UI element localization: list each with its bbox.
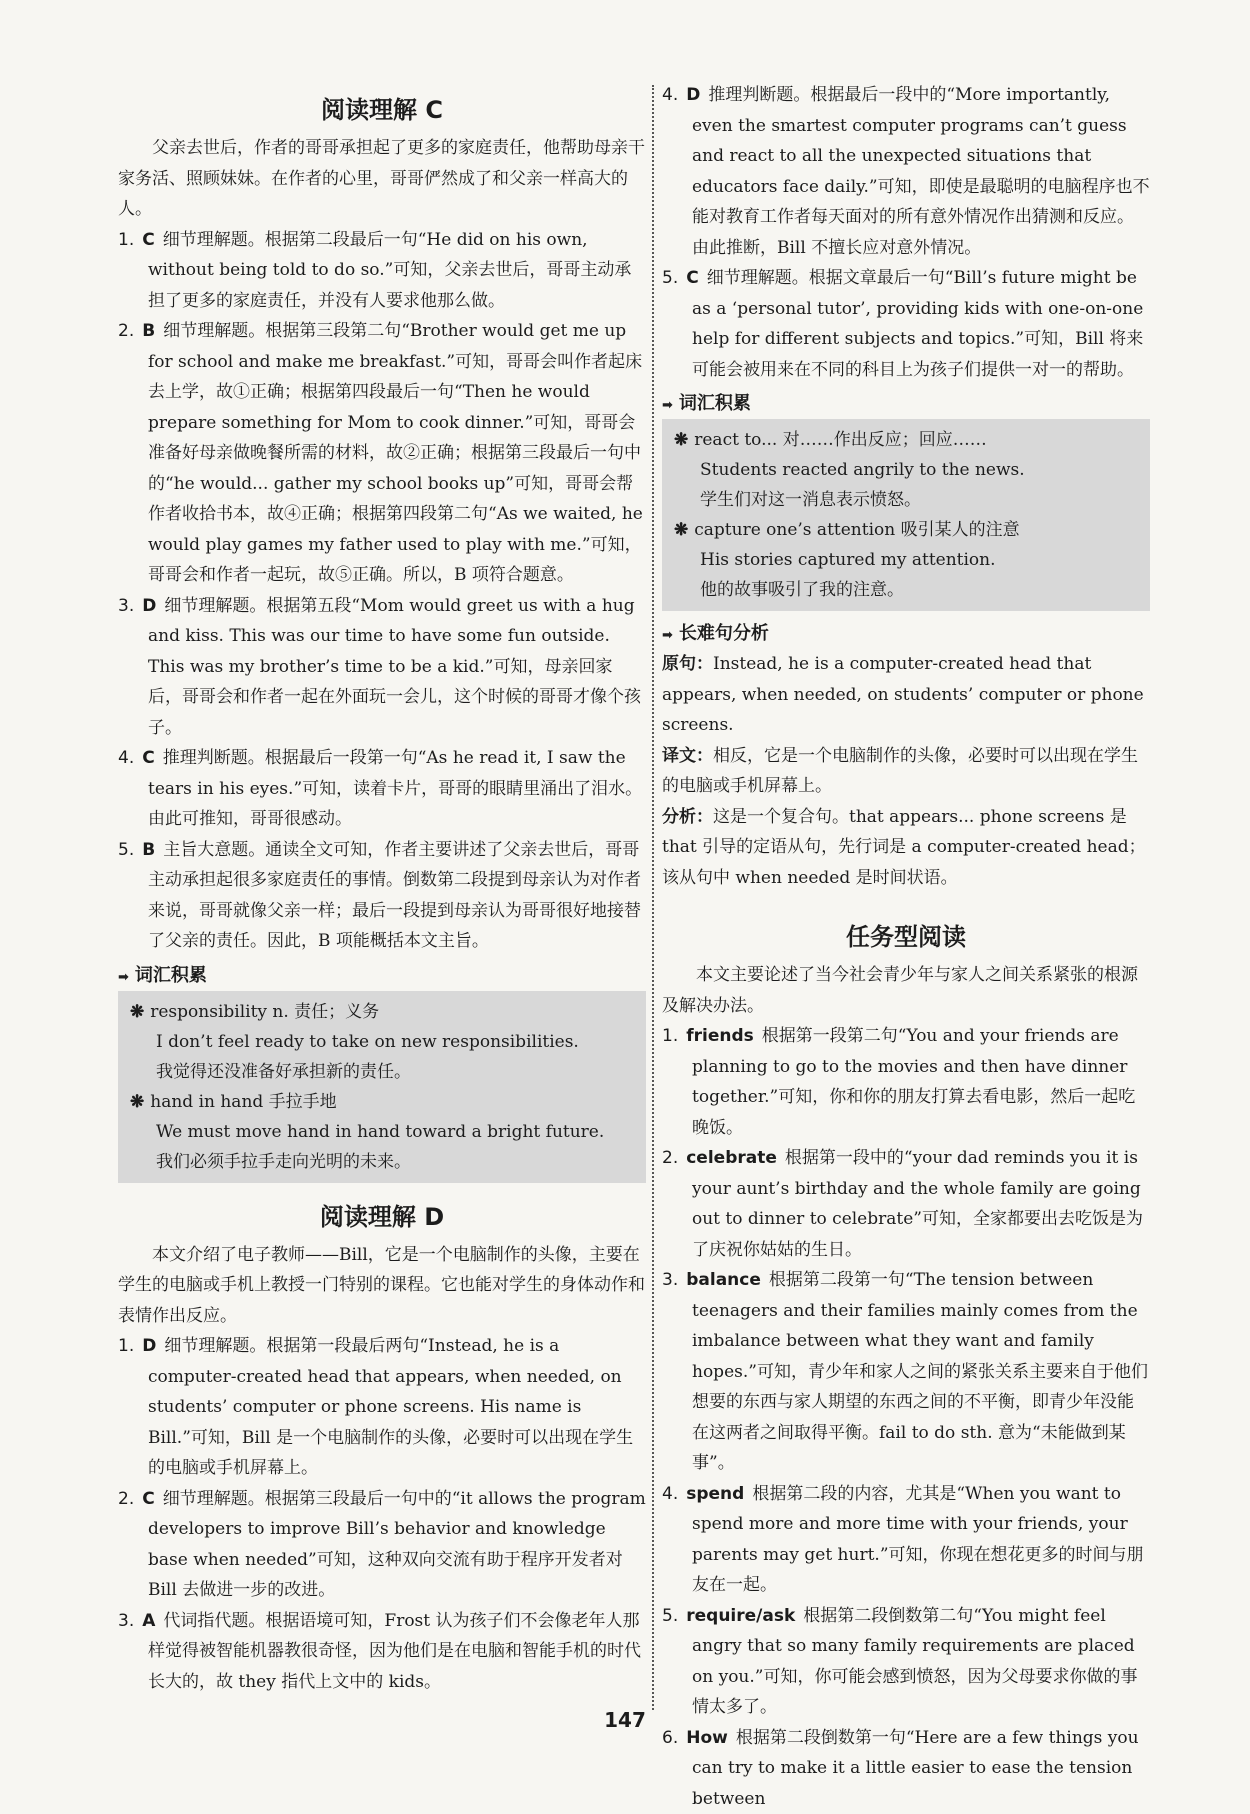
vocab-example-zh: 学生们对这一消息表示愤怒。 [674,485,1138,515]
vocab-term-line [130,1087,634,1117]
item-explanation: 根据第一段中的“your dad reminds you it is your aunt’s birthday and the whole family are going out to dinner to celebrate”可知，全家都要出去吃饭是为了庆祝你姑姑的生日。 [692,1148,1143,1260]
asterisk-icon: ❋ [130,1092,144,1112]
vocab-heading-label: 词汇积累 [679,393,751,414]
vocab-example-en: I don’t feel ready to take on new responsibilities. [130,1027,634,1057]
answer-item [662,263,1150,385]
answer-item [118,835,646,957]
vocab-term: react to... 对……作出反应；回应…… [694,430,986,450]
vocab-term: hand in hand 手拉手地 [150,1092,336,1112]
long-sentence-translation [662,741,1150,802]
asterisk-icon: ❋ [674,520,688,540]
vocab-example-zh: 他的故事吸引了我的注意。 [674,575,1138,605]
item-answer: spend [686,1484,744,1504]
vocab-term: responsibility n. 责任；义务 [150,1002,379,1022]
item-number: 5. [118,840,134,860]
answer-item [662,1265,1150,1479]
arrow-icon: ➡ [662,628,673,643]
section-title-d: 阅读理解 D [118,1197,646,1232]
vocab-example-zh: 我觉得还没准备好承担新的责任。 [130,1057,634,1087]
item-number: 1. [662,1026,678,1046]
vocab-heading-d [662,389,1150,415]
answer-item [118,1484,646,1606]
answer-list-d-right [662,80,1150,385]
item-number: 1. [118,1336,134,1356]
answer-item [662,1021,1150,1143]
analysis-label: 分析： [662,807,713,827]
asterisk-icon: ❋ [130,1002,144,1022]
item-number: 5. [662,1606,678,1626]
vocab-term-line [674,425,1138,455]
long-sentence-original [662,649,1150,741]
summary-d: 本文介绍了电子教师——Bill，它是一个电脑制作的头像，主要在学生的电脑或手机上教授一门特别的课程。它也能对学生的身体动作和表情作出反应。 [118,1240,646,1332]
item-explanation: 细节理解题。根据第一段最后两句“Instead, he is a computer-created head that appears, when needed, on students’ computer or phone screens. His name is Bill.”可知，Bill 是一个电脑制作的头像，必要时可以出现在学生的电脑或手机屏幕上。 [148,1336,633,1478]
item-number: 4. [118,748,134,768]
summary-c: 父亲去世后，作者的哥哥承担起了更多的家庭责任，他帮助母亲干家务活、照顾妹妹。在作者的心里，哥哥俨然成了和父亲一样高大的人。 [118,133,646,225]
item-number: 4. [662,1484,678,1504]
item-answer: celebrate [686,1148,777,1168]
section-title-c: 阅读理解 C [118,90,646,125]
vocab-box-d [662,419,1150,611]
answer-item [118,316,646,591]
column-divider [652,85,654,1710]
analysis-text: 这是一个复合句。that appears... phone screens 是 that 引导的定语从句，先行词是 a computer-created head；该从句中 when needed 是时间状语。 [662,807,1146,888]
answer-list-task [662,1021,1150,1814]
long-sentence-heading [662,619,1150,645]
item-answer: D [142,1336,156,1356]
right-column [662,80,1150,1814]
answer-item [118,225,646,317]
item-explanation: 根据第二段倒数第二句“You might feel angry that so many family requirements are placed on you.”可知，你可能会感到愤怒，因为父母要求你做的事情太多了。 [692,1606,1137,1718]
item-explanation: 代词指代题。根据语境可知，Frost 认为孩子们不会像老年人那样觉得被智能机器教很奇怪，因为他们是在电脑和智能手机的时代长大的，故 they 指代上文中的 kids。 [148,1611,641,1692]
item-answer: D [686,85,700,105]
item-answer: C [142,1489,154,1509]
answer-item [662,1479,1150,1601]
translation-text: 相反，它是一个电脑制作的头像，必要时可以出现在学生的电脑或手机屏幕上。 [662,746,1138,797]
item-explanation: 根据第二段倒数第一句“Here are a few things you can try to make it a little easier to ease the tension between [692,1728,1139,1809]
asterisk-icon: ❋ [674,430,688,450]
left-column [118,80,646,1697]
vocab-entry [130,1087,634,1177]
item-number: 3. [662,1270,678,1290]
item-answer: balance [686,1270,761,1290]
item-explanation: 细节理解题。根据第三段第二句“Brother would get me up for school and make me breakfast.”可知，哥哥会叫作者起床去上学，故①正确；根据第四段最后一句“Then he would prepare something for Mom to cook dinner.”可知，哥哥会准备好母亲做晚餐所需的材料，故②正确；根据第三段最后一句中的“he would... gather my school books up”可知，哥哥会帮作者收拾书本，故④正确；根据第四段第二句“As we waited, he would play games my father used to play with me.”可知，哥哥会和作者一起玩，故⑤正确。所以，B 项符合题意。 [148,321,643,585]
vocab-heading-label: 词汇积累 [135,965,207,986]
answer-list-d-left [118,1331,646,1697]
item-number: 1. [118,230,134,250]
item-number: 6. [662,1728,678,1748]
item-number: 5. [662,268,678,288]
item-number: 2. [118,1489,134,1509]
item-explanation: 根据第二段第一句“The tension between teenagers and their families mainly comes from the imbalance between what they want and family hopes.”可知，青少年和家人之间的紧张关系主要来自于他们想要的东西与家人期望的东西之间的不平衡，即青少年没能在这两者之间取得平衡。fail to do sth. 意为“未能做到某事”。 [692,1270,1148,1473]
answer-item [662,1601,1150,1723]
item-explanation: 细节理解题。根据第三段最后一句中的“it allows the program developers to improve Bill’s behavior and knowledge base when needed”可知，这种双向交流有助于程序开发者对 Bill 去做进一步的改进。 [148,1489,646,1601]
vocab-entry [674,515,1138,605]
item-explanation: 根据第一段第二句“You and your friends are planning to go to the movies and then have dinner together.”可知，你和你的朋友打算去看电影，然后一起吃晚饭。 [692,1026,1135,1138]
long-sentence-analysis [662,802,1150,894]
page-number: 147 [0,1708,1250,1732]
answer-list-c [118,225,646,957]
vocab-term-line [130,997,634,1027]
original-label: 原句： [662,654,713,674]
item-number: 2. [118,321,134,341]
translation-label: 译文： [662,746,713,766]
item-answer: How [686,1728,728,1748]
vocab-heading-c [118,961,646,987]
item-number: 4. [662,85,678,105]
answer-item [662,1723,1150,1814]
answer-item [118,1331,646,1484]
arrow-icon: ➡ [662,398,673,413]
item-answer: require/ask [686,1606,795,1626]
item-number: 3. [118,596,134,616]
vocab-example-zh: 我们必须手拉手走向光明的未来。 [130,1147,634,1177]
original-text: Instead, he is a computer-created head that appears, when needed, on students’ computer or phone screens. [662,654,1144,735]
vocab-box-c [118,991,646,1183]
item-answer: A [142,1611,155,1631]
vocab-term: capture one’s attention 吸引某人的注意 [694,520,1019,540]
item-number: 3. [118,1611,134,1631]
item-explanation: 推理判断题。根据最后一段中的“More importantly, even the smartest computer programs can’t guess and react to all the unexpected situations that educators face daily.”可知，即使是最聪明的电脑程序也不能对教育工作者每天面对的所有意外情况作出猜测和反应。由此推断，Bill 不擅长应对意外情况。 [692,85,1150,258]
vocab-entry [130,997,634,1087]
item-number: 2. [662,1148,678,1168]
item-explanation: 根据第二段的内容，尤其是“When you want to spend more and more time with your friends, your parents may get hurt.”可知，你现在想花更多的时间与朋友在一起。 [692,1484,1144,1596]
vocab-example-en: We must move hand in hand toward a bright future. [130,1117,634,1147]
item-answer: C [686,268,698,288]
answer-item [118,1606,646,1698]
item-explanation: 推理判断题。根据最后一段第一句“As he read it, I saw the tears in his eyes.”可知，读着卡片，哥哥的眼睛里涌出了泪水。由此可推知，哥哥很感动。 [148,748,642,829]
item-answer: B [142,321,155,341]
answer-item [662,80,1150,263]
item-explanation: 细节理解题。根据第二段最后一句“He did on his own, without being told to do so.”可知，父亲去世后，哥哥主动承担了更多的家庭责任，并没有人要求他那么做。 [148,230,631,311]
vocab-term-line [674,515,1138,545]
vocab-example-en: Students reacted angrily to the news. [674,455,1138,485]
item-answer: D [142,596,156,616]
item-explanation: 主旨大意题。通读全文可知，作者主要讲述了父亲去世后，哥哥主动承担起很多家庭责任的事情。倒数第二段提到母亲认为对作者来说，哥哥就像父亲一样；最后一段提到母亲认为哥哥很好地接替了父亲的责任。因此，B 项能概括本文主旨。 [148,840,641,952]
item-answer: friends [686,1026,754,1046]
item-answer: C [142,230,154,250]
summary-task: 本文主要论述了当今社会青少年与家人之间关系紧张的根源及解决办法。 [662,960,1150,1021]
arrow-icon: ➡ [118,970,129,985]
vocab-example-en: His stories captured my attention. [674,545,1138,575]
long-sentence-heading-label: 长难句分析 [679,623,769,644]
answer-item [662,1143,1150,1265]
item-answer: C [142,748,154,768]
item-answer: B [142,840,155,860]
answer-item [118,591,646,744]
item-explanation: 细节理解题。根据第五段“Mom would greet us with a hug and kiss. This was our time to have some fun outside. This was my brother’s time to be a kid.”可知，母亲回家后，哥哥会和作者一起在外面玩一会儿，这个时候的哥哥才像个孩子。 [148,596,641,738]
vocab-entry [674,425,1138,515]
answer-item [118,743,646,835]
item-explanation: 细节理解题。根据文章最后一句“Bill’s future might be as a ‘personal tutor’, providing kids with one-on-one help for different subjects and topics.”可知，Bill 将来可能会被用来在不同的科目上为孩子们提供一对一的帮助。 [692,268,1143,380]
section-title-task: 任务型阅读 [662,917,1150,952]
